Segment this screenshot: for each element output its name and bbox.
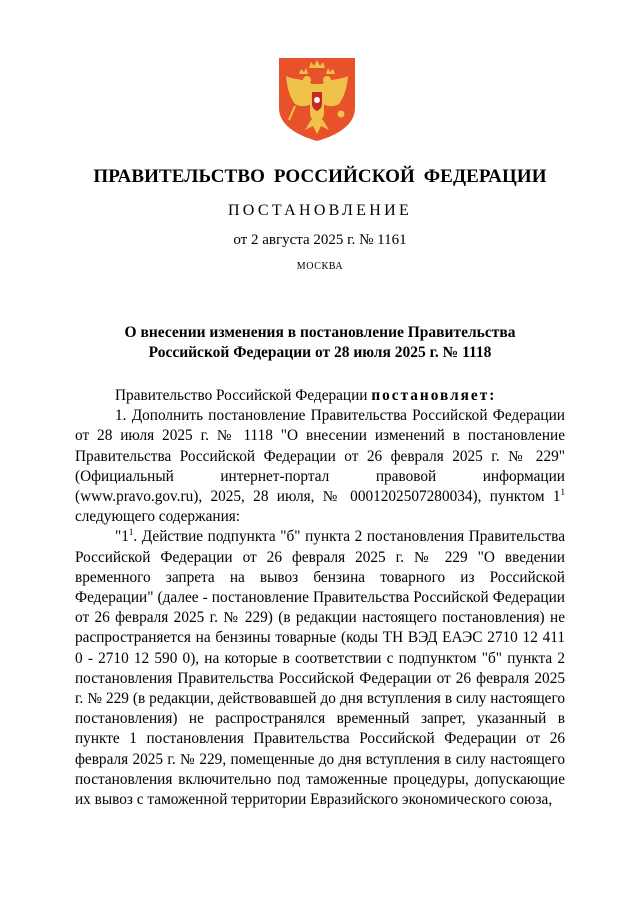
paragraph-1-tail: следующего содержания:: [75, 508, 241, 526]
paragraph-1-1-superscript: 1: [128, 527, 134, 538]
paragraph-1-text: 1. Дополнить постановление Правительства Российской Федерации от 28 июля 2025 г. № 1118 "О внесении изменений в постановление Правительства Российской Федерации от 26 февраля 2025 г. № 229" (Официальный интернет-портал правовой информации (www.pravo.gov.ru), 2025, 28 июля, № 0001202507280034), пунктом 1: [75, 407, 565, 506]
document-date-number: от 2 августа 2025 г. № 1161: [233, 232, 407, 248]
resolves-keyword: постановляет:: [371, 387, 497, 404]
resolves-intro: Правительство Российской Федерации: [115, 387, 372, 404]
heading-line-2: Российской Федерации от 28 июля 2025 г. № 1118: [148, 344, 492, 361]
paragraph-1-1-start: "1: [115, 528, 129, 546]
paragraph-1-1-text: . Действие подпункта "б" пункта 2 постановления Правительства Российской Федерации от 26 февраля 2025 г. № 229 "О введении временного запрета на вывоз бензина товарного из Российской Федерации" (далее - постановление Правительства Российской Федерации от 26 февраля 2025 г. № 229) (в редакции настоящего постановления) не распространяется на бензины товарные (коды ТН ВЭД ЕАЭС 2710 12 411 0 - 2710 12 590 0), на которые в соответствии с подпунктом "б" пункта 2 постановления Правительства Российской Федерации от 26 февраля 2025 г. № 229 (в редакции, действовавшей до дня вступления в силу настоящего постановления) не распространялся временный запрет, указанный в пункте 1 постановления Правительства Российской Федерации от 26 февраля 2025 г. № 229, помещенные до дня вступления в силу настоящего постановления включительно под таможенные процедуры, допускающие их вывоз с таможенной территории Евразийского экономического союза,: [75, 528, 565, 809]
government-title: ПРАВИТЕЛЬСТВО РОССИЙСКОЙ ФЕДЕРАЦИИ: [93, 166, 547, 187]
document-heading: [0, 323, 640, 363]
document-city: МОСКВА: [296, 261, 344, 272]
document-type: ПОСТАНОВЛЕНИЕ: [227, 202, 413, 219]
heading-line-1: О внесении изменения в постановление Правительства: [124, 324, 516, 341]
paragraph-resolves: [75, 386, 565, 406]
paragraph-1: [75, 406, 565, 527]
paragraph-1-superscript: 1: [560, 487, 565, 498]
paragraph-1-1: [75, 527, 565, 810]
coat-of-arms-icon: [277, 56, 357, 142]
document-body: [75, 386, 565, 810]
